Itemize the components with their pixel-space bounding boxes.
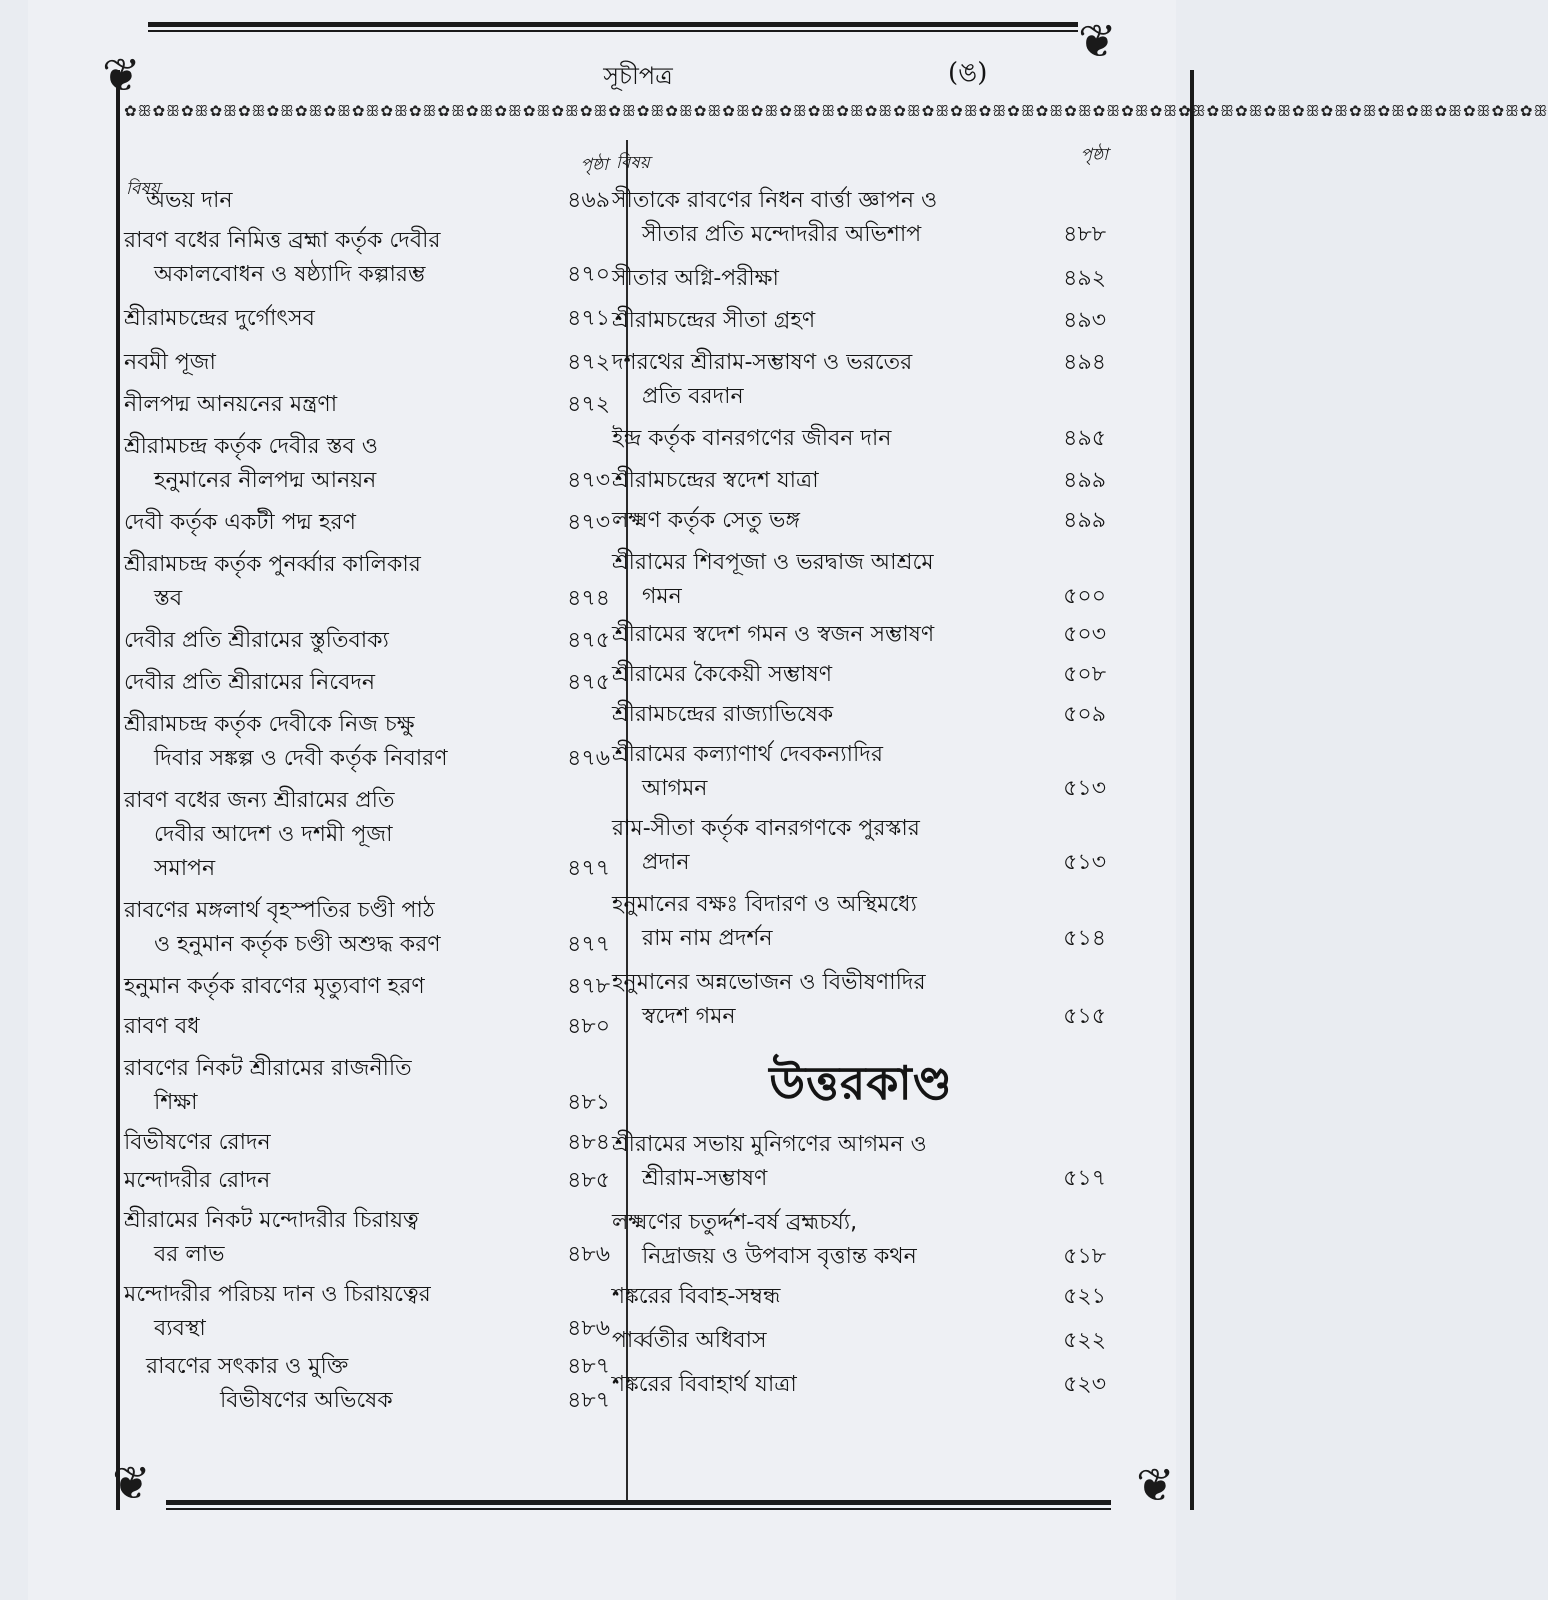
toc-entry [124,1278,614,1346]
toc-entry-title [612,304,1044,338]
toc-entry-page: ৪৭৩ [567,468,610,493]
toc-entry-line: রাবণের সৎকার ও মুক্তি [146,1354,349,1379]
toc-entry-title [612,698,1044,732]
toc-entry-line: শ্রীরামচন্দ্র কর্তৃক দেবীকে নিজ চক্ষু [124,712,415,737]
toc-entry-page: ৪৮৬ [567,1242,610,1267]
toc-entry-line: দেবীর আদেশ ও দশমী পূজা [154,822,393,847]
toc-entry-page: ৪৮৮ [1063,222,1106,247]
toc-entry-title [124,666,548,700]
left-column-header [124,138,614,199]
toc-entry [124,624,614,658]
toc-entry-line: দিবার সঙ্কল্প ও দেবী কর্তৃক নিবারণ [154,746,448,771]
page-title: সূচীপত্র [603,62,673,90]
toc-entry [612,184,1110,252]
toc-entry-line: রাবণ বধের নিমিত্ত ব্রহ্মা কর্তৃক দেবীর [124,228,441,253]
toc-entry-line: হনুমানের অন্নভোজন ও বিভীষণাদির [612,970,926,995]
right-column [612,138,1110,1402]
left-column [124,138,614,1418]
toc-entry-page: ৪৯২ [1063,266,1106,291]
toc-entry-page: ৪৭০ [567,262,610,287]
toc-entry-line: লক্ষ্মণের চতুর্দ্দশ-বর্ষ ব্রহ্মচর্য্য, [612,1210,858,1235]
toc-entry-line: শ্রীরামচন্দ্র কর্তৃক দেবীর স্তব ও [124,434,378,459]
toc-entry [124,1010,614,1044]
toc-entry-page: ৪৭৪ [567,586,610,611]
toc-entry [612,1280,1110,1314]
decorative-border: ✿ꕥ✿ꕥ✿ꕥ✿ꕥ✿ꕥ✿ꕥ✿ꕥ✿ꕥ✿ꕥ✿ꕥ✿ꕥ✿ꕥ✿ꕥ✿ꕥ✿ꕥ✿ꕥ✿ꕥ✿ꕥ✿ꕥ✿ꕥ✿ꕥ✿ꕥ✿ꕥ✿ꕥ✿ꕥ✿ꕥ✿ꕥ✿ꕥ✿ꕥ✿ꕥ✿ꕥ✿ꕥ✿ꕥ✿ꕥ✿ꕥ✿ꕥ✿ꕥ✿ꕥ✿ꕥ✿ꕥ✿ꕥ✿ꕥ✿ꕥ✿ꕥ✿ꕥ✿ꕥ✿ꕥ✿ꕥ✿ꕥ✿ꕥ [124,102,1548,120]
toc-entry-line: দেবীর প্রতি শ্রীরামের নিবেদন [124,670,376,695]
toc-entry [612,422,1110,456]
toc-entry-line: শিক্ষা [154,1090,198,1115]
toc-entry-title [124,1126,548,1160]
toc-entry [612,738,1110,806]
toc-entry [124,548,614,616]
corner-ornament-icon: ❦ [112,1456,151,1510]
toc-entry-line: হনুমানের নীলপদ্ম আনয়ন [154,468,377,493]
toc-entry [612,966,1110,1034]
toc-entry [124,1204,614,1272]
toc-entry-title [124,506,548,540]
toc-entry [124,894,614,962]
bottom-rule-thin [166,1508,1111,1510]
page [28,0,1548,1600]
toc-entry-line: শ্রীরামচন্দ্রের সীতা গ্রহণ [612,308,816,333]
toc-entry-line: বিভীষণের অভিষেক [220,1388,393,1413]
toc-entry-title [124,184,548,218]
toc-entry-line: শ্রীরাম-সম্ভাষণ [642,1166,768,1191]
toc-entry-title [612,888,1044,956]
toc-entry [124,708,614,776]
toc-entry-title [124,1204,548,1272]
toc-entry-line: স্বদেশ গমন [642,1004,736,1029]
toc-entry-page: ৪৭৮ [567,974,610,999]
toc-entry-title [124,548,548,616]
toc-entry-page: ৪৭৫ [567,670,610,695]
toc-entry-page: ৫১৪ [1063,926,1106,951]
toc-entry-title [612,422,1044,456]
toc-entry-line: শঙ্করের বিবাহ-সম্বন্ধ [612,1284,781,1309]
toc-entry-title [612,1368,1044,1402]
toc-entry-title [124,1052,548,1120]
toc-entry-title [124,388,548,422]
toc-entry [612,346,1110,414]
toc-entry [124,388,614,422]
toc-entry-page: ৫২৩ [1063,1372,1106,1397]
toc-entry-title [612,966,1044,1034]
toc-entry [124,970,614,1004]
toc-entry [612,888,1110,956]
toc-entry-page: ৪৭১ [567,306,610,331]
toc-entry [612,812,1110,880]
toc-entry [124,430,614,498]
toc-entry-line: রাবণ বধের জন্য শ্রীরামের প্রতি [124,788,395,813]
toc-entry-page: ৪৯৯ [1063,468,1106,493]
toc-list-right-section [612,1128,1110,1402]
toc-entry-title [124,430,548,498]
toc-entry-line: দশরথের শ্রীরাম-সম্ভাষণ ও ভরতের [612,350,913,375]
toc-entry-line: সীতার প্রতি মন্দোদরীর অভিশাপ [642,222,922,247]
toc-entry-title [124,1164,548,1198]
toc-entry [124,346,614,380]
toc-entry [612,1368,1110,1402]
toc-entry-page: ৫১৮ [1063,1244,1106,1269]
page-heading: পৃষ্ঠা [580,155,608,175]
toc-entry-line: সীতার অগ্নি-পরীক্ষা [612,266,779,291]
toc-entry [612,304,1110,338]
toc-entry-line: শঙ্করের বিবাহার্থ যাত্রা [612,1372,797,1397]
right-column-header [612,138,1110,184]
toc-entry-line: শ্রীরামের নিকট মন্দোদরীর চিরায়ত্ব [124,1208,419,1233]
toc-entry-page: ৫০৮ [1063,662,1106,687]
toc-entry-line: রাবণের মঙ্গলার্থ বৃহস্পতির চণ্ডী পাঠ [124,898,435,923]
toc-entry-title [124,1278,548,1346]
toc-entry [124,184,614,218]
toc-entry [124,1052,614,1120]
toc-entry [124,302,614,336]
toc-entry [124,666,614,700]
toc-entry-title [124,1010,548,1044]
toc-entry-page: ৪৯৩ [1063,308,1106,333]
toc-entry [612,262,1110,296]
toc-entry-title [124,224,548,292]
toc-entry-line: রাবণ বধ [124,1014,200,1039]
toc-entry-page: ৪৮৪ [567,1130,610,1155]
toc-entry-title [612,1324,1044,1358]
toc-entry-title [612,658,1044,692]
toc-entry-line: নীলপদ্ম আনয়নের মন্ত্রণা [124,392,338,417]
toc-entry-page: ৪৮৫ [567,1168,610,1193]
subject-heading: বিষয় [616,153,650,173]
toc-entry-line: গমন [642,584,682,609]
toc-entry-page: ৪৯৯ [1063,508,1106,533]
toc-entry-line: ইন্দ্র কর্তৃক বানরগণের জীবন দান [612,426,892,451]
toc-entry-line: আগমন [642,776,708,801]
corner-ornament-icon: ❦ [102,48,141,102]
toc-entry-line: ও হনুমান কর্তৃক চণ্ডী অশুদ্ধ করণ [154,932,441,957]
toc-entry-line: স্তব [154,586,183,611]
toc-entry-page: ৫১৭ [1063,1166,1106,1191]
toc-entry-title [124,784,548,886]
toc-entry-title [612,812,1044,880]
toc-entry [124,1164,614,1198]
toc-entry-line: প্রতি বরদান [642,384,744,409]
toc-entry-title [612,184,1044,252]
toc-entry-page: ৪৭৭ [567,856,610,881]
toc-entry-line: ব্যবস্থা [154,1316,206,1341]
toc-entry-line: বর লাভ [154,1242,225,1267]
toc-entry-line: হনুমানের বক্ষঃ বিদারণ ও অস্থিমধ্যে [612,892,917,917]
toc-entry-page: ৫১৩ [1063,776,1106,801]
toc-entry [612,464,1110,498]
toc-entry [612,618,1110,652]
toc-entry-title [612,1128,1044,1196]
toc-entry-page: ৫২১ [1063,1284,1106,1309]
toc-entry-line: লক্ষ্মণ কর্তৃক সেতু ভঙ্গ [612,508,801,533]
subject-heading: বিষয় [126,179,160,199]
toc-entry-line: নিদ্রাজয় ও উপবাস বৃত্তান্ত কথন [642,1244,917,1269]
toc-entry-page: ৪৮৭ [567,1388,610,1413]
toc-entry-page: ৫১৫ [1063,1004,1106,1029]
toc-entry-page: ৫০৯ [1063,702,1106,727]
toc-entry-title [612,464,1044,498]
toc-entry-page: ৪৯৪ [1063,350,1106,375]
toc-entry-title [612,346,1044,414]
toc-entry-line: শ্রীরামের কল্যাণার্থ দেবকন্যাদির [612,742,883,767]
toc-entry-line: হনুমান কর্তৃক রাবণের মৃত্যুবাণ হরণ [124,974,425,999]
toc-entry-line: দেবীর প্রতি শ্রীরামের স্তুতিবাক্য [124,628,389,653]
toc-entry-title [612,1206,1044,1274]
toc-list-left [124,184,614,1418]
toc-entry [612,1324,1110,1358]
page-heading: পৃষ্ঠা [1080,145,1108,165]
toc-entry-line: দেবী কর্তৃক একটী পদ্ম হরণ [124,510,356,535]
toc-entry [612,658,1110,692]
toc-entry-title [124,894,548,962]
toc-entry-title [612,262,1044,296]
toc-entry-line: শ্রীরামচন্দ্র কর্তৃক পুনর্ব্বার কালিকার [124,552,421,577]
toc-entry-title [124,708,548,776]
toc-entry [612,504,1110,538]
toc-entry-title [612,1280,1044,1314]
toc-entry-page: ৪৮৬ [567,1316,610,1341]
toc-entry-line: অকালবোধন ও ষষ্ঠ্যাদি কল্পারম্ভ [154,262,426,287]
toc-entry [612,1206,1110,1274]
toc-entry-page: ৪৭৩ [567,510,610,535]
toc-entry [612,546,1110,614]
toc-entry-page: ৪৮০ [567,1014,610,1039]
toc-entry-title [124,1350,548,1384]
toc-entry-line: শ্রীরামের শিবপূজা ও ভরদ্বাজ আশ্রমে [612,550,934,575]
toc-entry-line: নবমী পূজা [124,350,216,375]
page-number: (ঙ) [948,58,988,88]
toc-entry-page: ৪৮১ [567,1090,610,1115]
section-title: উত্তরকাণ্ড [769,1056,953,1110]
toc-entry-page: ৫০৩ [1063,622,1106,647]
toc-entry [124,224,614,292]
toc-entry-line: শ্রীরামচন্দ্রের রাজ্যাভিষেক [612,702,834,727]
toc-entry-line: শ্রীরামের সভায় মুনিগণের আগমন ও [612,1132,927,1157]
toc-entry-page: ৪৬৯ [567,188,610,213]
toc-entry-title [124,970,548,1004]
toc-entry-page: ৪৯৫ [1063,426,1106,451]
toc-entry-page: ৪৭৬ [567,746,610,771]
toc-entry-line: অভয় দান [146,188,233,213]
toc-entry-page: ৪৭২ [567,350,610,375]
toc-entry-page: ৪৭৫ [567,628,610,653]
toc-entry-line: শ্রীরামের কৈকেয়ী সম্ভাষণ [612,662,833,687]
toc-entry-page: ৫০০ [1063,584,1106,609]
toc-entry-title [124,302,548,336]
corner-ornament-icon: ❦ [1136,1458,1175,1512]
toc-entry [124,784,614,886]
toc-entry-line: প্রদান [642,850,690,875]
toc-entry-page: ৪৭৭ [567,932,610,957]
bottom-rule [166,1500,1111,1505]
toc-entry-line: মন্দোদরীর পরিচয় দান ও চিরায়ত্বের [124,1282,431,1307]
toc-entry-page: ৪৭২ [567,392,610,417]
toc-entry-line: শ্রীরামচন্দ্রের স্বদেশ যাত্রা [612,468,819,493]
toc-entry [612,698,1110,732]
toc-entry-line: রাম-সীতা কর্তৃক বানরগণকে পুরস্কার [612,816,920,841]
toc-entry [124,1350,614,1384]
toc-entry [124,1126,614,1160]
toc-list-right [612,184,1110,1034]
toc-entry-line: সীতাকে রাবণের নিধন বার্ত্তা জ্ঞাপন ও [612,188,938,213]
toc-entry-line: পার্ব্বতীর অধিবাস [612,1328,767,1353]
toc-entry-line: শ্রীরামচন্দ্রের দুর্গোৎসব [124,306,315,331]
top-rule-thin [148,30,1078,32]
toc-entry [124,1384,614,1418]
toc-entry-page: ৪৮৭ [567,1354,610,1379]
toc-entry-line: শ্রীরামের স্বদেশ গমন ও স্বজন সম্ভাষণ [612,622,935,647]
toc-entry-page: ৫২২ [1063,1328,1106,1353]
toc-entry-page: ৫১৩ [1063,850,1106,875]
top-rule [148,22,1078,27]
toc-entry-line: রাবণের নিকট শ্রীরামের রাজনীতি [124,1056,412,1081]
corner-ornament-icon: ❦ [1078,14,1117,68]
toc-entry-title [124,346,548,380]
toc-entry-line: রাম নাম প্রদর্শন [642,926,773,951]
toc-entry-title [124,1384,548,1418]
toc-entry [124,506,614,540]
toc-entry-line: সমাপন [154,856,216,881]
toc-entry-title [612,618,1044,652]
toc-entry-line: মন্দোদরীর রোদন [124,1168,271,1193]
toc-entry-title [612,546,1044,614]
toc-entry-title [612,504,1044,538]
toc-entry-line: বিভীষণের রোদন [124,1130,271,1155]
toc-entry-title [124,624,548,658]
toc-entry [612,1128,1110,1196]
toc-entry-title [612,738,1044,806]
